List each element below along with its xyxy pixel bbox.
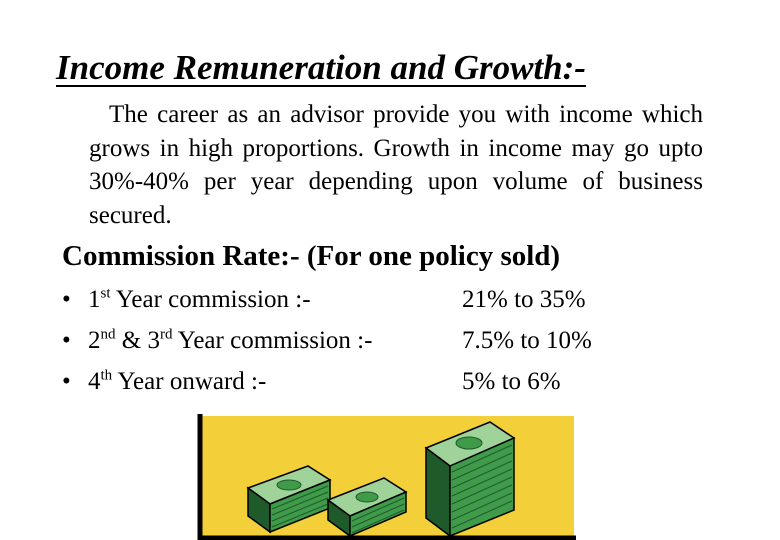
commission-heading: Commission Rate:- (For one policy sold) <box>62 240 561 272</box>
rate-value: 5% to 6% <box>462 368 561 395</box>
commission-rate-list <box>62 283 702 406</box>
slide-title: Income Remuneration and Growth:- <box>56 48 586 87</box>
bullet-icon: • <box>62 286 71 313</box>
list-item <box>62 283 702 324</box>
rate-value: 21% to 35% <box>462 286 586 313</box>
rate-label: 4th Year onward :- <box>88 367 267 395</box>
rate-label: 2nd & 3rd Year commission :- <box>88 326 373 354</box>
list-item <box>62 324 702 365</box>
rate-label: 1st Year commission :- <box>88 285 311 313</box>
bullet-icon: • <box>62 327 71 354</box>
money-growth-chart-icon <box>188 408 578 540</box>
bullet-icon: • <box>62 368 71 395</box>
list-item <box>62 365 702 406</box>
rate-value: 7.5% to 10% <box>462 327 592 354</box>
intro-paragraph: The career as an advisor provide you with income which grows in high proportions. Growth in income may go upto 30%-40% per year depending upon volume of business secured. <box>89 101 703 229</box>
